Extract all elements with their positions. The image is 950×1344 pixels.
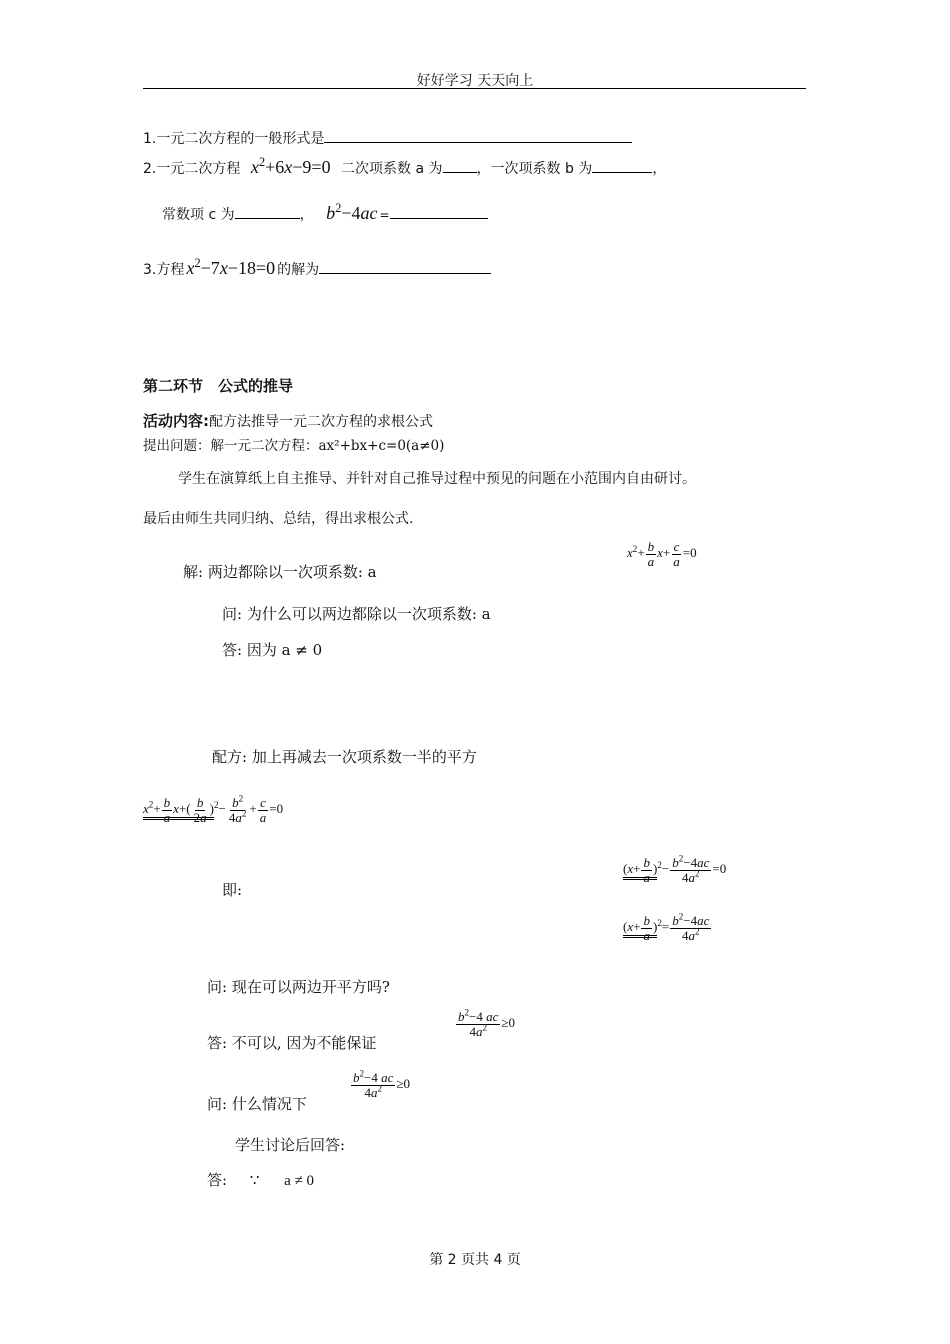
answer-blank bbox=[592, 158, 652, 173]
equation-divided: $x^2+$ $\frac{b}{a}$ x+ $\frac{c}{a}$ =0 bbox=[627, 539, 697, 569]
equation-q2: $x^2+6x-9=0$ bbox=[250, 155, 331, 177]
question-2-prefix: 2.一元二次方程 bbox=[143, 161, 241, 177]
solve-answer: 答: 因为 a ≠ 0 bbox=[222, 641, 323, 659]
equation-q3: $x^2-7x-18=0$ bbox=[186, 256, 276, 278]
question-2-mid2: ，一次项系数 b 为 bbox=[476, 161, 593, 177]
solve-step-1: 解: 两边都除以一次项系数: a bbox=[183, 563, 377, 581]
qa-answer-2 bbox=[207, 1169, 314, 1190]
question-1-text: 1.一元二次方程的一般形式是 bbox=[143, 131, 325, 147]
condition-expression-2: $\frac{b^2-4 ac}{4a^2}$ ≥0 bbox=[353, 1068, 411, 1100]
qa-answer-1: 答: 不可以, 因为不能保证 bbox=[207, 1034, 377, 1052]
qa-question-2: 问: 什么情况下 bbox=[207, 1095, 307, 1113]
namely-label: 即: bbox=[222, 881, 243, 899]
equation-square-equals: (x+ $\frac{b}{a}$ )$^2$= $\frac{b^2-4ac}{4a^2}$ bbox=[623, 911, 710, 943]
question-3-suffix: 的解为 bbox=[277, 262, 320, 278]
qa-answer-2-expr: a ≠ 0 bbox=[284, 1173, 315, 1189]
condition-expression-1: $\frac{b^2-4 ac}{4a^2}$ ≥0 bbox=[458, 1007, 516, 1039]
equation-square-form: (x+ $\frac{b}{a}$ )$^2$− $\frac{b^2-4ac}{4a^2}$ =0 bbox=[623, 853, 727, 885]
page-footer: 第 2 页共 4 页 bbox=[429, 1252, 521, 1268]
question-2-mid1: 二次项系数 a 为 bbox=[341, 161, 443, 177]
discussion-prompt: 学生讨论后回答: bbox=[235, 1136, 346, 1154]
discriminant-expression: $b^2-4ac$ bbox=[326, 201, 378, 223]
question-2 bbox=[143, 157, 666, 178]
solve-question: 问: 为什么可以两边都除以一次项系数: a bbox=[222, 605, 491, 623]
qa-answer-2-prefix: 答: bbox=[207, 1171, 228, 1189]
question-2-line-2 bbox=[162, 203, 488, 224]
answer-blank bbox=[443, 158, 477, 173]
activity-label: 活动内容: bbox=[143, 412, 209, 430]
activity-content bbox=[143, 410, 433, 431]
paragraph-1: 学生在演算纸上自主推导、并针对自己推导过程中预见的问题在小范围内自由研讨。 bbox=[178, 471, 696, 487]
question-intro: 提出问题：解一元二次方程：ax²+bx+c=0(a≠0) bbox=[143, 438, 445, 454]
question-2-line2a: 常数项 c 为 bbox=[162, 207, 235, 223]
question-3-prefix: 3.方程 bbox=[143, 262, 185, 278]
question-2-line2b: ， bbox=[299, 207, 314, 223]
equals-sign: = bbox=[379, 208, 390, 222]
question-2-mid3: ， bbox=[652, 161, 667, 177]
page-header: 好好学习 天天向上 bbox=[416, 73, 534, 89]
header-rule bbox=[143, 88, 806, 89]
question-1 bbox=[143, 128, 632, 148]
equation-completed: $x^2+$ $\frac{b}{a}$ x+( $\frac{b}{2a}$ )$^2$− $\frac{b^2}{4a^2}$ + $\frac{c}{a}$ =0 bbox=[143, 793, 284, 825]
answer-blank bbox=[390, 204, 488, 219]
section-title: 第二环节 公式的推导 bbox=[143, 377, 294, 395]
answer-blank bbox=[324, 128, 632, 143]
because-symbol: ∵ bbox=[249, 1171, 260, 1189]
activity-text: 配方法推导一元二次方程的求根公式 bbox=[209, 414, 433, 430]
complete-square-step: 配方: 加上再减去一次项系数一半的平方 bbox=[212, 748, 477, 766]
paragraph-2: 最后由师生共同归纳、总结，得出求根公式. bbox=[143, 511, 414, 527]
answer-blank bbox=[235, 204, 300, 219]
qa-question-1: 问: 现在可以两边开平方吗? bbox=[207, 978, 390, 996]
answer-blank bbox=[319, 259, 491, 274]
question-3 bbox=[143, 258, 491, 279]
